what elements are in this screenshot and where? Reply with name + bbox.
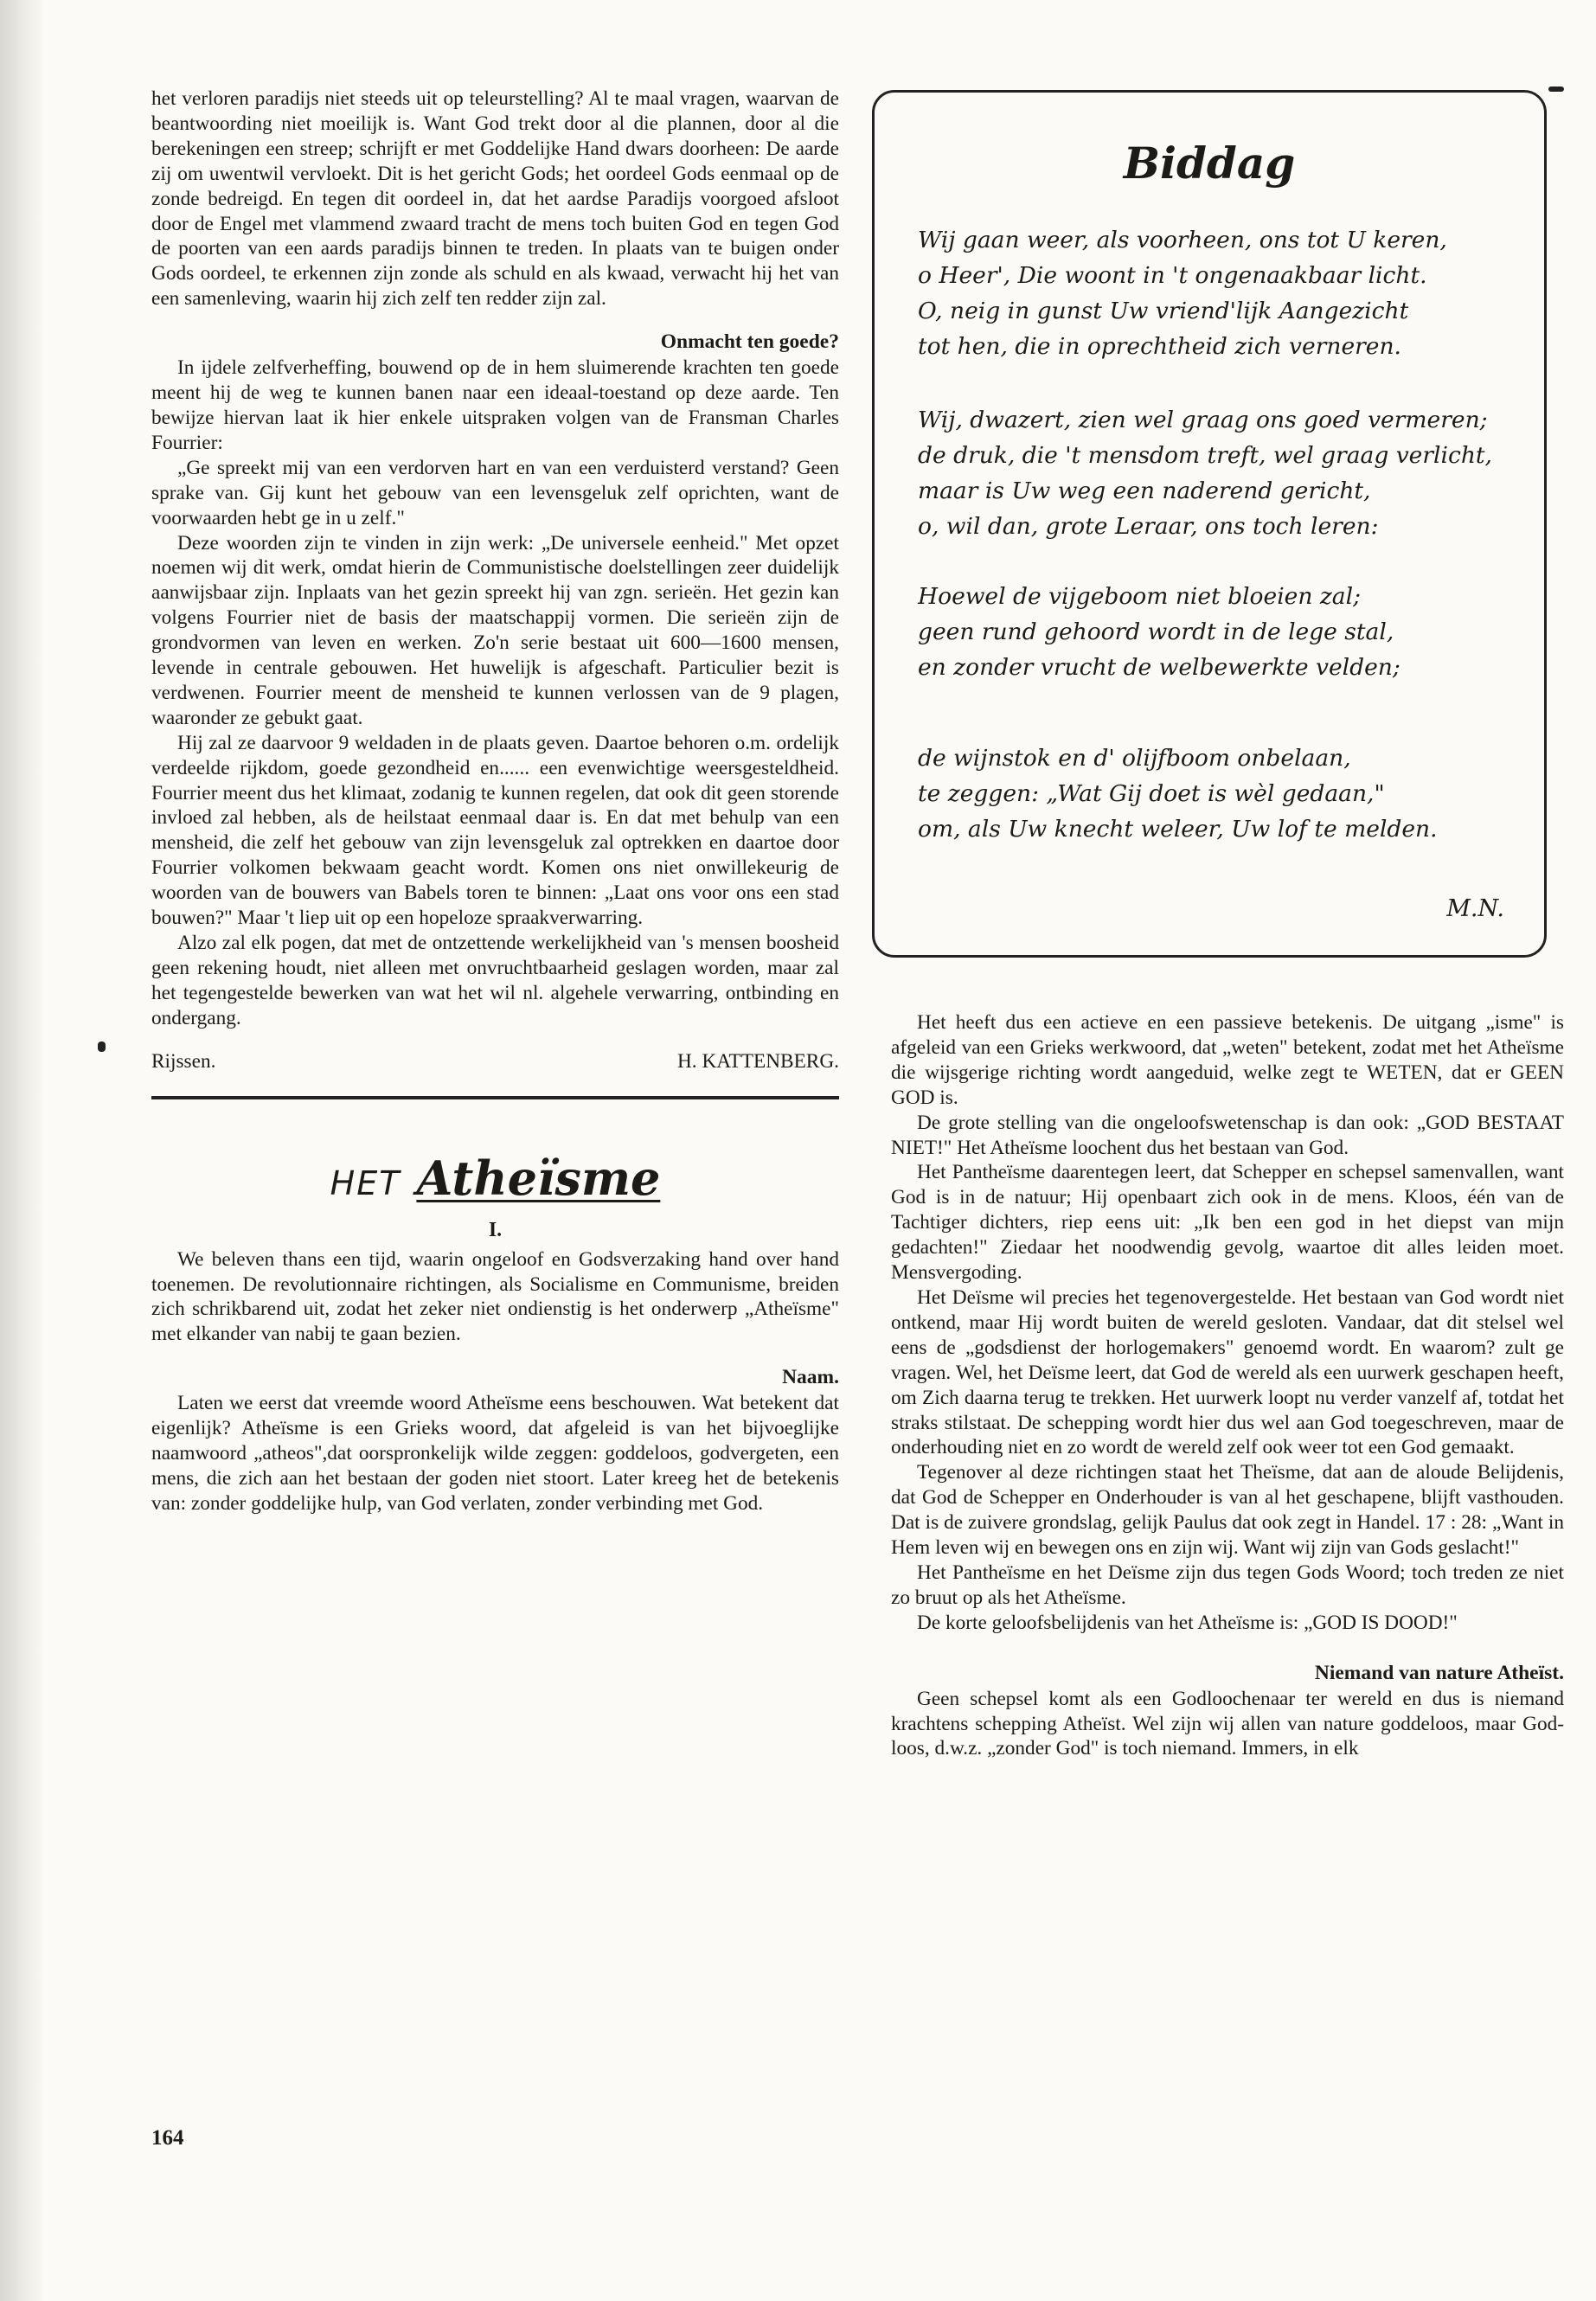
signature-place: Rijssen.	[151, 1049, 216, 1073]
paragraph: Tegenover al deze richtingen staat het Theïsme, dat aan de aloude Belijdenis, dat God de Schepper en Onderhouder is van al het geschapene, blijft vasthouden. Dat is de zuivere grondslag, gelijk Paulus dat ook zegt in Handel. 17 : 28: „Want in Hem leven wij en bewegen ons en zijn wij. Want wij zijn van Gods geslacht!"	[891, 1461, 1564, 1560]
paragraph: Deze woorden zijn te vinden in zijn werk: „De universele eenheid." Met opzet noemen wij dit werk, omdat hierin de Communistische doelstellingen zeer duidelijk aanwijsbaar zijn. Inplaats van het gezin spreekt hij van zgn. serieën. Het gezin kan volgens Fourrier niet de basis der maatschappij vormen. Die serieën zijn de grondvormen van leven en werken. Zo'n serie bestaat uit 600—1600 mensen, levende in centrale gebouwen. Het huwelijk is afgeschaft. Particulier bezit is verdwenen. Fourrier meent de mensheid te kunnen verlossen van de 9 plagen, waaronder ze gebukt gaat.	[151, 531, 839, 729]
poem-line: maar is Uw weg een naderend gericht,	[918, 478, 1371, 504]
poem-line: Wij gaan weer, als voorheen, ons tot U keren,	[918, 227, 1447, 253]
paragraph: De korte geloofsbelijdenis van het Atheïsme is: „GOD IS DOOD!"	[917, 1611, 1458, 1634]
poem-title: Biddag	[1123, 138, 1296, 189]
quote-paragraph: „Ge spreekt mij van een verdorven hart en van een verduisterd verstand? Geen sprake van. Gij kunt het gebouw van een levensgeluk zelf oprichten, want de voorwaarden hebt ge in u zelf."	[151, 456, 839, 529]
article-signature	[151, 1050, 839, 1074]
paragraph: In ijdele zelfverheffing, bouwend op de in hem sluimerende krachten ten goede meent hij de weg te kunnen banen naar een ideaal-toestand op deze aarde. Ten bewijze hiervan laat ik hier enkele uitspraken volgen van de Fransman Charles Fourrier:	[151, 356, 839, 454]
poem-line: de wijnstok en d' olijfboom onbelaan,	[918, 745, 1351, 772]
paragraph: Het heeft dus een actieve en een passieve betekenis. De uitgang „isme" is afgeleid van een Grieks werkwoord, dat „weten" betekent, zodat met het Atheïsme die wijsgerige richting wordt aangeduid, welke zegt te WETEN, dat er GEEN GOD is.	[891, 1011, 1564, 1109]
poem-stanza	[918, 579, 1501, 685]
continued-paragraph: het verloren paradijs niet steeds uit op teleurstelling? Al te maal vragen, waarvan de beantwoording niet moeilijk is. Want God trekt door al die plannen, door al die berekeningen een streep; schrijft er met Goddelijke Hand dwars doorheen: De aarde zij om uwentwil vervloekt. Dit is het gericht Gods; het oordeel Gods eenmaal op de zonde bedreigd. En tegen dit oordeel in, dat het aardse Paradijs voorgoed afsloot door de Engel met vlammend zwaard tracht de mens toch buiten God en tegen God de poorten van een aards paradijs binnen te treden. In plaats van te buigen onder Gods oordeel, te erkennen zijn zonde als schuld en als kwaad, verwacht hij het van een samenleving, waarin hij zich zelf ten redder zijn zal.	[151, 87, 839, 311]
poem-line: tot hen, die in oprechtheid zich verneren.	[918, 333, 1401, 360]
poem-line: om, als Uw knecht weleer, Uw lof te melden.	[918, 816, 1438, 843]
subheading-onmacht: Onmacht ten goede?	[660, 330, 839, 354]
paragraph: Het Pantheïsme daarentegen leert, dat Schepper en schepsel samenvallen, want God is in de natuur; Hij openbaart zich ook in de mens. Kloos, één van de Tachtiger dichters, riep eens uit: „Ik ben een god in het diepst van mijn gedachten!" Ziedaar het noodwendig gevolg, waartoe dit alles leiden moet. Mensvergoding.	[891, 1161, 1564, 1285]
poem-stanza	[918, 222, 1501, 364]
poem-line: en zonder vrucht de welbewerkte velden;	[918, 654, 1401, 681]
subheading-niemand: Niemand van nature Atheïst.	[1314, 1661, 1564, 1684]
paragraph: Hij zal ze daarvoor 9 weldaden in de plaats geven. Daartoe behoren o.m. ordelijk verdeelde rijkdom, goede gezondheid en...... een evenwichtige weersgesteldheid. Fourrier meent dus het klimaat, zodanig te kunnen regelen, dat ook dit geen storende invloed zal hebben, als de heilstaat eenmaal daar is. En dat met behulp van een mensheid, die zelf het gebouw van zijn levensgeluk zal optrekken en daartoe door Fourrier volkomen bekwaam geacht wordt. Komen ons niet onwillekeurig de woorden van de bouwers van Babels toren te binnen: „Laat ons voor ons een stad bouwen?" Maar 't liep uit op een hopeloze spraakverwarring.	[151, 731, 839, 930]
margin-mark	[98, 1042, 106, 1052]
poem-line: O, neig in gunst Uw vriend'lijk Aangezicht	[918, 298, 1409, 324]
poem-line: de druk, die 't mensdom treft, wel graag verlicht,	[918, 442, 1492, 469]
page-scan-edge	[0, 0, 45, 2301]
poem-line: o Heer', Die woont in 't ongenaakbaar licht.	[918, 262, 1427, 289]
article-title-prefix: HET	[330, 1163, 401, 1202]
article-part-number: I.	[488, 1218, 503, 1241]
poem-line: te zeggen: „Wat Gij doet is wèl gedaan,"	[918, 780, 1385, 807]
page-number: 164	[151, 2126, 184, 2150]
section-divider	[151, 1096, 839, 1099]
article-title	[151, 1144, 839, 1212]
poem-body	[918, 222, 1501, 885]
paragraph: Het Pantheïsme en het Deïsme zijn dus tegen Gods Woord; toch treden ze niet zo bruut op als het Atheïsme.	[891, 1561, 1564, 1609]
poem-stanza	[918, 402, 1501, 544]
poem-line: o, wil dan, grote Leraar, ons toch leren:	[918, 513, 1379, 540]
paragraph: We beleven thans een tijd, waarin ongeloof en Godsverzaking hand over hand toenemen. De revolutionnaire richtingen, als Socialisme en Communisme, breiden zich schrikbarend uit, zodat het zeker niet ondienstig is het onderwerp „Atheïsme" met elkander van nabij te gaan bezien.	[151, 1247, 839, 1346]
subheading-naam: Naam.	[782, 1366, 839, 1389]
poem-signature: M.N.	[1446, 895, 1504, 922]
paragraph: Alzo zal elk pogen, dat met de ontzettende werkelijkheid van 's mensen boosheid geen rekening houdt, niet alleen met onvruchtbaarheid geslagen worden, maar zal het tegengestelde bewerken van wat het wil nl. algehele verwarring, ontbinding en ondergang.	[151, 932, 839, 1029]
poem-line: Wij, dwazert, zien wel graag ons goed vermeren;	[918, 407, 1488, 433]
poem-stanza	[918, 740, 1501, 847]
box-corner-mark	[1548, 87, 1564, 92]
poem-line: geen rund gehoord wordt in de lege stal,	[918, 619, 1394, 645]
paragraph: Het Deïsme wil precies het tegenovergestelde. Het bestaan van God wordt niet ontkend, maar Hij wordt buiten de wereld gesloten. Vandaar, dat dit stelsel wel eens de „godsdienst der horlogemakers" genoemd wordt. En waarom? zult ge vragen. Wel, het Deïsme leert, dat God de wereld als een uurwerk geschapen heeft, om Zich daarna terug te trekken. Het uurwerk loopt nu verder vanzelf af, totdat het straks stilstaat. De schepping wordt hier dus wel aan God toegeschreven, maar de onderhouding niet en zo wordt de wereld zelf ook weer tot een God gemaakt.	[891, 1285, 1564, 1459]
right-column	[891, 1010, 1564, 1761]
paragraph: Laten we eerst dat vreemde woord Atheïsme eens beschouwen. Wat betekent dat eigenlijk? Atheïsme is een Grieks woord, dat afgeleid is van het bijvoeglijke naamwoord „atheos",dat oorspronkelijk wilde zeggen: goddeloos, godvergeten, een mens, die zich aan het bestaan der goden niet stoort. Later kreeg het de betekenis van: zonder goddelijke hulp, van God verlaten, zonder verbinding met God.	[151, 1392, 839, 1515]
poem-line: Hoewel de vijgeboom niet bloeien zal;	[918, 583, 1362, 610]
poem-box	[872, 90, 1547, 958]
article-title-main: Atheïsme	[416, 1150, 661, 1206]
paragraph: Geen schepsel komt als een Godloochenaar ter wereld en dus is niemand krachtens schepping Atheïst. Wel zijn wij allen van nature goddeloos, maar God-loos, d.w.z. „zonder God" is toch niemand. Immers, in elk	[891, 1687, 1564, 1760]
signature-author: H. KATTENBERG.	[676, 1049, 839, 1073]
paragraph: De grote stelling van die ongeloofswetenschap is dan ook: „GOD BESTAAT NIET!" Het Atheïsme loochent dus het bestaan van God.	[891, 1111, 1564, 1159]
left-column	[151, 87, 839, 1516]
